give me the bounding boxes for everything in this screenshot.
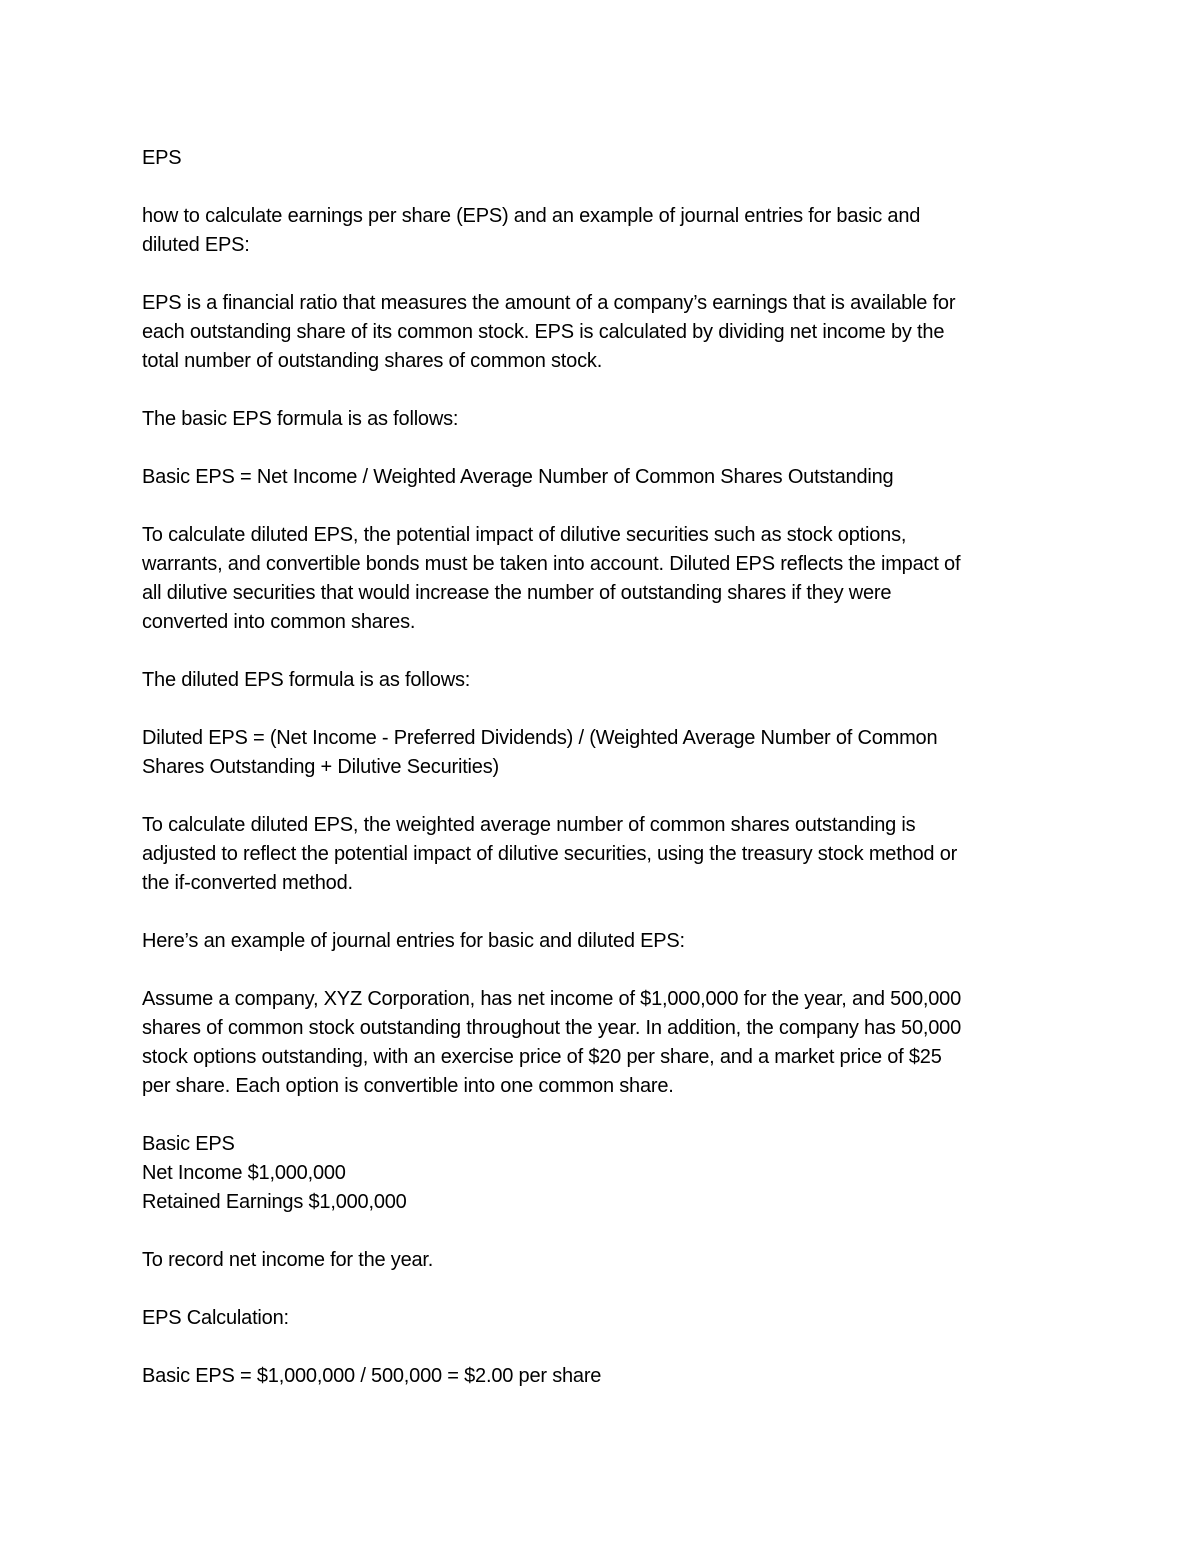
diluted-adjustment-paragraph: [142, 811, 1072, 898]
intro-line: diluted EPS:: [142, 234, 250, 256]
journal-entry-credit: Retained Earnings $1,000,000: [142, 1191, 407, 1213]
diluted-explanation-line: converted into common shares.: [142, 611, 416, 633]
intro-line: how to calculate earnings per share (EPS) and an example of journal entries for basic and: [142, 205, 921, 227]
diluted-explanation-paragraph: [142, 521, 1072, 637]
calculation: [142, 1362, 1072, 1391]
calculation-heading-line: EPS Calculation:: [142, 1307, 289, 1329]
diluted-formula-line: Shares Outstanding + Dilutive Securities): [142, 756, 499, 778]
calculation-heading: [142, 1304, 1072, 1333]
example-intro: [142, 927, 1072, 956]
example-intro-line: Here’s an example of journal entries for basic and diluted EPS:: [142, 930, 685, 952]
example-assumption-line: shares of common stock outstanding throughout the year. In addition, the company has 50,000: [142, 1017, 961, 1039]
diluted-adjustment-line: the if-converted method.: [142, 872, 353, 894]
definition-line: EPS is a financial ratio that measures the amount of a company’s earnings that is available for: [142, 292, 956, 314]
example-assumption-line: per share. Each option is convertible into one common share.: [142, 1075, 674, 1097]
intro-paragraph: [142, 202, 1072, 260]
document-body: [142, 144, 1072, 1420]
calculation-line: Basic EPS = $1,000,000 / 500,000 = $2.00 per share: [142, 1365, 602, 1387]
example-assumption-line: stock options outstanding, with an exercise price of $20 per share, and a market price of $25: [142, 1046, 942, 1068]
basic-formula-intro-line: The basic EPS formula is as follows:: [142, 408, 459, 430]
journal-entry-heading: Basic EPS: [142, 1133, 235, 1155]
example-assumption-line: Assume a company, XYZ Corporation, has net income of $1,000,000 for the year, and 500,000: [142, 988, 962, 1010]
journal-note-line: To record net income for the year.: [142, 1249, 434, 1271]
diluted-formula: [142, 724, 1072, 782]
example-assumption-paragraph: [142, 985, 1072, 1101]
diluted-formula-line: Diluted EPS = (Net Income - Preferred Dividends) / (Weighted Average Number of Common: [142, 727, 938, 749]
diluted-explanation-line: To calculate diluted EPS, the potential impact of dilutive securities such as stock options,: [142, 524, 907, 546]
definition-line: total number of outstanding shares of common stock.: [142, 350, 603, 372]
diluted-explanation-line: warrants, and convertible bonds must be taken into account. Diluted EPS reflects the impact of: [142, 553, 961, 575]
diluted-formula-intro: [142, 666, 1072, 695]
journal-entry-debit: Net Income $1,000,000: [142, 1162, 346, 1184]
diluted-explanation-line: all dilutive securities that would increase the number of outstanding shares if they were: [142, 582, 892, 604]
diluted-formula-intro-line: The diluted EPS formula is as follows:: [142, 669, 471, 691]
journal-note: [142, 1246, 1072, 1275]
basic-formula-line: Basic EPS = Net Income / Weighted Average Number of Common Shares Outstanding: [142, 466, 894, 488]
journal-entry-block: [142, 1130, 1072, 1217]
diluted-adjustment-line: adjusted to reflect the potential impact of dilutive securities, using the treasury stock method or: [142, 843, 958, 865]
basic-formula: [142, 463, 1072, 492]
definition-line: each outstanding share of its common stock. EPS is calculated by dividing net income by the: [142, 321, 945, 343]
title-line: EPS: [142, 147, 182, 169]
definition-paragraph: [142, 289, 1072, 376]
basic-formula-intro: [142, 405, 1072, 434]
document-title: [142, 144, 1072, 173]
diluted-adjustment-line: To calculate diluted EPS, the weighted average number of common shares outstanding is: [142, 814, 916, 836]
